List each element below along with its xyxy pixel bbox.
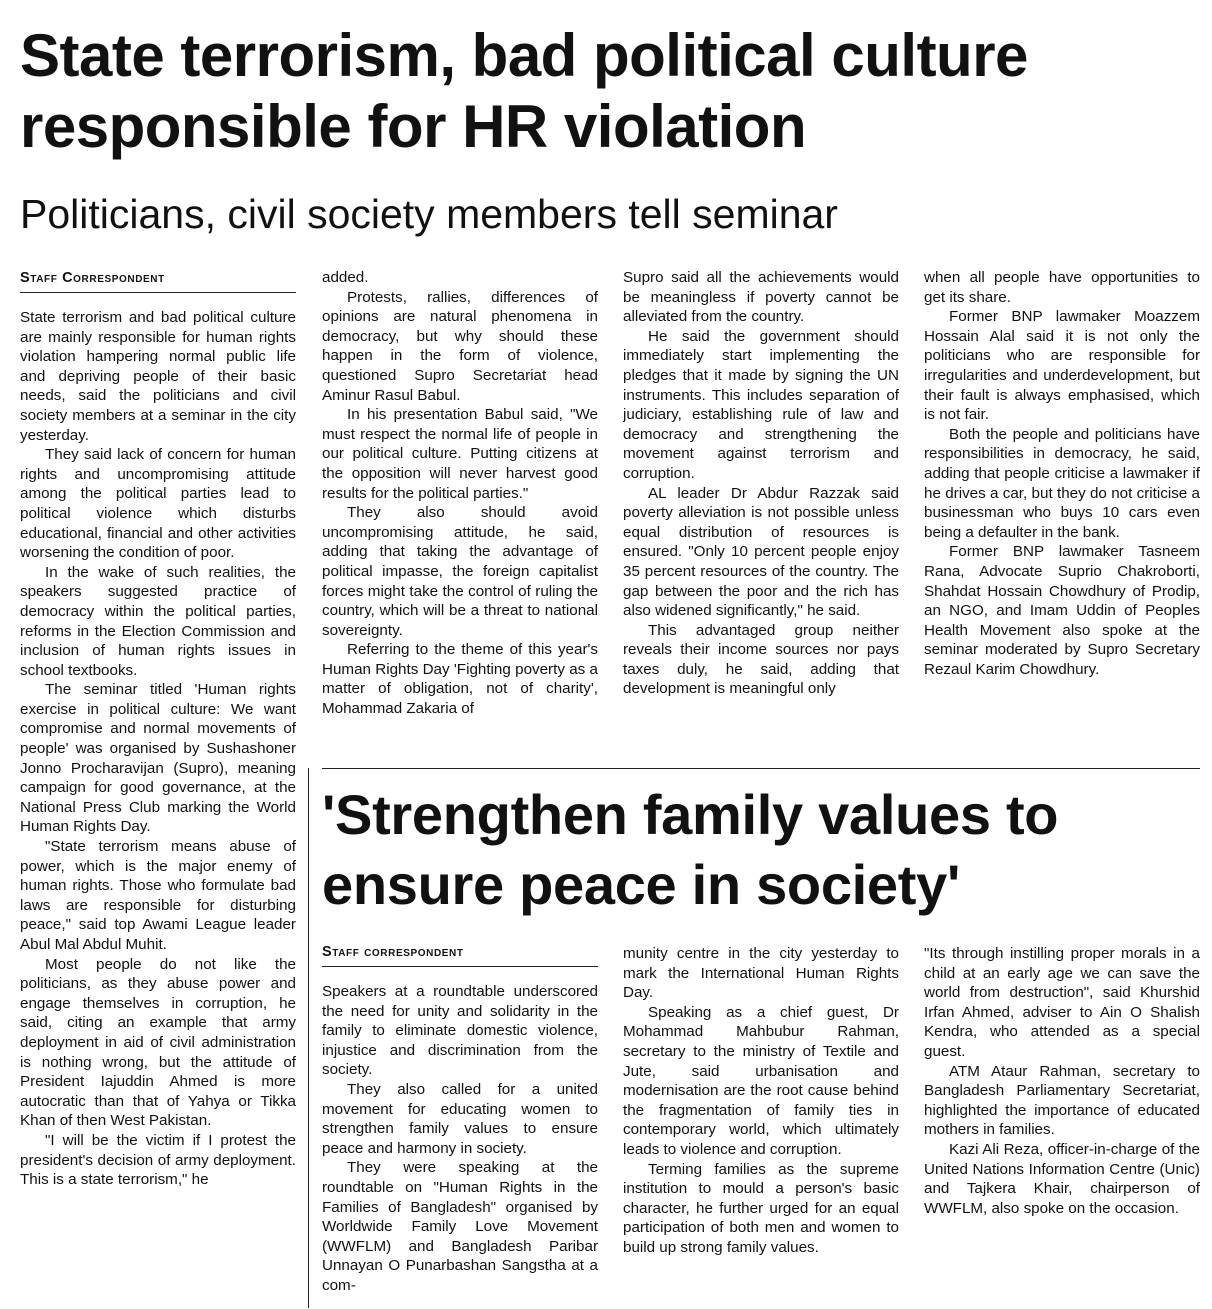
- article2-column-1: [322, 982, 598, 1308]
- paragraph: They also called for a united movement for educating women to strengthen family values to ensure peace and harmony in society.: [322, 1080, 598, 1157]
- paragraph: added.: [322, 269, 369, 286]
- article1-column-1: [20, 308, 296, 1308]
- paragraph: Former BNP lawmaker Tasneem Rana, Advocate Suprio Chakroborti, Shahdat Hossain Chowdhury of Prodip, an NGO, and Imam Uddin of Peoples Health Movement also spoke at the seminar moderated by Supro Secretary Rezaul Karim Chowdhury.: [924, 543, 1200, 678]
- paragraph: ATM Ataur Rahman, secretary to Bangladesh Parliamentary Secretariat, highlighted the importance of educated mothers in families.: [924, 1062, 1200, 1139]
- paragraph: Former BNP lawmaker Moazzem Hossain Alal said it is not only the politicians who are responsible for irregularities and underdevelopment, but their fault is always emphasised, which is not fair.: [924, 308, 1200, 424]
- paragraph: Speakers at a roundtable underscored the need for unity and solidarity in the family to eliminate domestic violence, injustice and discrimination from the society.: [322, 983, 598, 1079]
- paragraph: Kazi Ali Reza, officer-in-charge of the United Nations Information Centre (Unic) and Tajkera Khair, chairperson of WWFLM, also spoke on the occasion.: [924, 1140, 1200, 1217]
- paragraph: "State terrorism means abuse of power, which is the major enemy of human rights. Those who formulate bad laws are responsible for disturbing peace," said top Awami League leader Abul Mal Abdul Muhit.: [20, 838, 296, 953]
- article2-column-2: [623, 944, 899, 1308]
- paragraph: In the wake of such realities, the speakers suggested practice of democracy within the political parties, reforms in the Election Commission and inclusion of human rights issues in school textbooks.: [20, 563, 296, 679]
- paragraph: Terming families as the supreme institution to mould a person's basic character, he further urged for an equal participation of both men and women to build up strong family values.: [623, 1160, 899, 1256]
- paragraph: Both the people and politicians have responsibilities in democracy, he said, adding that people criticise a lawmaker if he drives a car, but they do not criticise a businessman who buys 10 cars even being a defaulter in the bank.: [924, 425, 1200, 541]
- paragraph: "I will be the victim if I protest the president's decision of army deployment. This is a state terrorism," he: [20, 1131, 296, 1189]
- section-divider-horizontal: [322, 768, 1200, 769]
- paragraph: when all people have opportunities to get its share.: [924, 269, 1200, 306]
- paragraph: They also should avoid uncompromising attitude, he said, adding that taking the advantage of political impasse, the foreign capitalist forces might take the control of ruling the country, which will be a threat to national sovereignty.: [322, 504, 598, 639]
- article1-subheadline: Politicians, civil society members tell seminar: [20, 191, 838, 237]
- article2-byline: Staff correspondent: [322, 944, 598, 967]
- article2-headline: 'Strengthen family values to ensure peace in society': [322, 783, 1059, 916]
- paragraph: He said the government should immediately start implementing the pledges that it made by signing the UN instruments. This includes separation of judiciary, establishing rule of law and democracy and strengthening the movement against terrorism and corruption.: [623, 327, 899, 482]
- paragraph: State terrorism and bad political culture are mainly responsible for human rights violation hampering normal public life and depriving people of their basic needs, said the politicians and civil society members at a seminar in the city yesterday.: [20, 309, 296, 444]
- article1-headline: State terrorism, bad political culture responsible for HR violation: [20, 22, 1028, 160]
- article1-column-3: [623, 268, 899, 746]
- paragraph: They were speaking at the roundtable on "Human Rights in the Families of Bangladesh" organised by Worldwide Family Love Movement (WWFLM) and Bangladesh Paribar Unnayan O Punarbashan Sangstha at a com-: [322, 1159, 598, 1294]
- paragraph: munity centre in the city yesterday to mark the International Human Rights Day.: [623, 945, 899, 1002]
- paragraph: This advantaged group neither reveals their income sources nor pays taxes duly, he said, adding that development is meaningful only: [623, 621, 899, 698]
- paragraph: Most people do not like the politicians, as they abuse power and engage themselves in corruption, he said, citing an example that army deployment in aid of civil administration is nothing wrong, but the attitude of President Iajuddin Ahmed is more autocratic than that of Yahya or Tikka Khan of then West Pakistan.: [20, 955, 296, 1130]
- paragraph: Speaking as a chief guest, Dr Mohammad Mahbubur Rahman, secretary to the ministry of Textile and Jute, said urbanisation and modernisation are the root cause behind the fragmentation of family ties in contemporary world, which ultimately leads to violence and corruption.: [623, 1003, 899, 1158]
- article1-column-2: [322, 268, 598, 746]
- article2-column-3: [924, 944, 1200, 1308]
- paragraph: Supro said all the achievements would be meaningless if poverty cannot be alleviated from the country.: [623, 269, 899, 326]
- section-divider-vertical: [308, 768, 309, 1308]
- paragraph: They said lack of concern for human rights and uncompromising attitude among the political parties lead to political violence which disturbs educational, financial and other activities worsening the condition of poor.: [20, 446, 296, 562]
- paragraph: AL leader Dr Abdur Razzak said poverty alleviation is not possible unless equal distribution of resources is ensured. "Only 10 percent people enjoy 35 percent resources of the country. The gap between the poor and the rich has also widened significantly," he said.: [623, 484, 899, 620]
- paragraph: Referring to the theme of this year's Human Rights Day 'Fighting poverty as a matter of obligation, not of charity', Mohammad Zakaria of: [322, 641, 598, 718]
- paragraph: The seminar titled 'Human rights exercise in political culture: We want compromise and normal movements of people' was organised by Sushashoner Jonno Procharavijan (Supro), meaning campaign for good governance, at the National Press Club marking the World Human Rights Day.: [20, 681, 296, 836]
- paragraph: "Its through instilling proper morals in a child at an early age we can save the world from destruction", said Khurshid Irfan Ahmed, adviser to Ain O Shalish Kendra, who attended as a special guest.: [924, 945, 1200, 1060]
- article1-column-4: [924, 268, 1200, 746]
- paragraph: Protests, rallies, differences of opinions are natural phenomena in democracy, but why should these happen in the form of violence, questioned Supro Secretariat head Aminur Rasul Babul.: [322, 288, 598, 404]
- paragraph: In his presentation Babul said, "We must respect the normal life of people in our political culture. Putting citizens at the opposition will never harvest good results for the political parties.": [322, 406, 598, 502]
- article1-byline: Staff Correspondent: [20, 270, 296, 293]
